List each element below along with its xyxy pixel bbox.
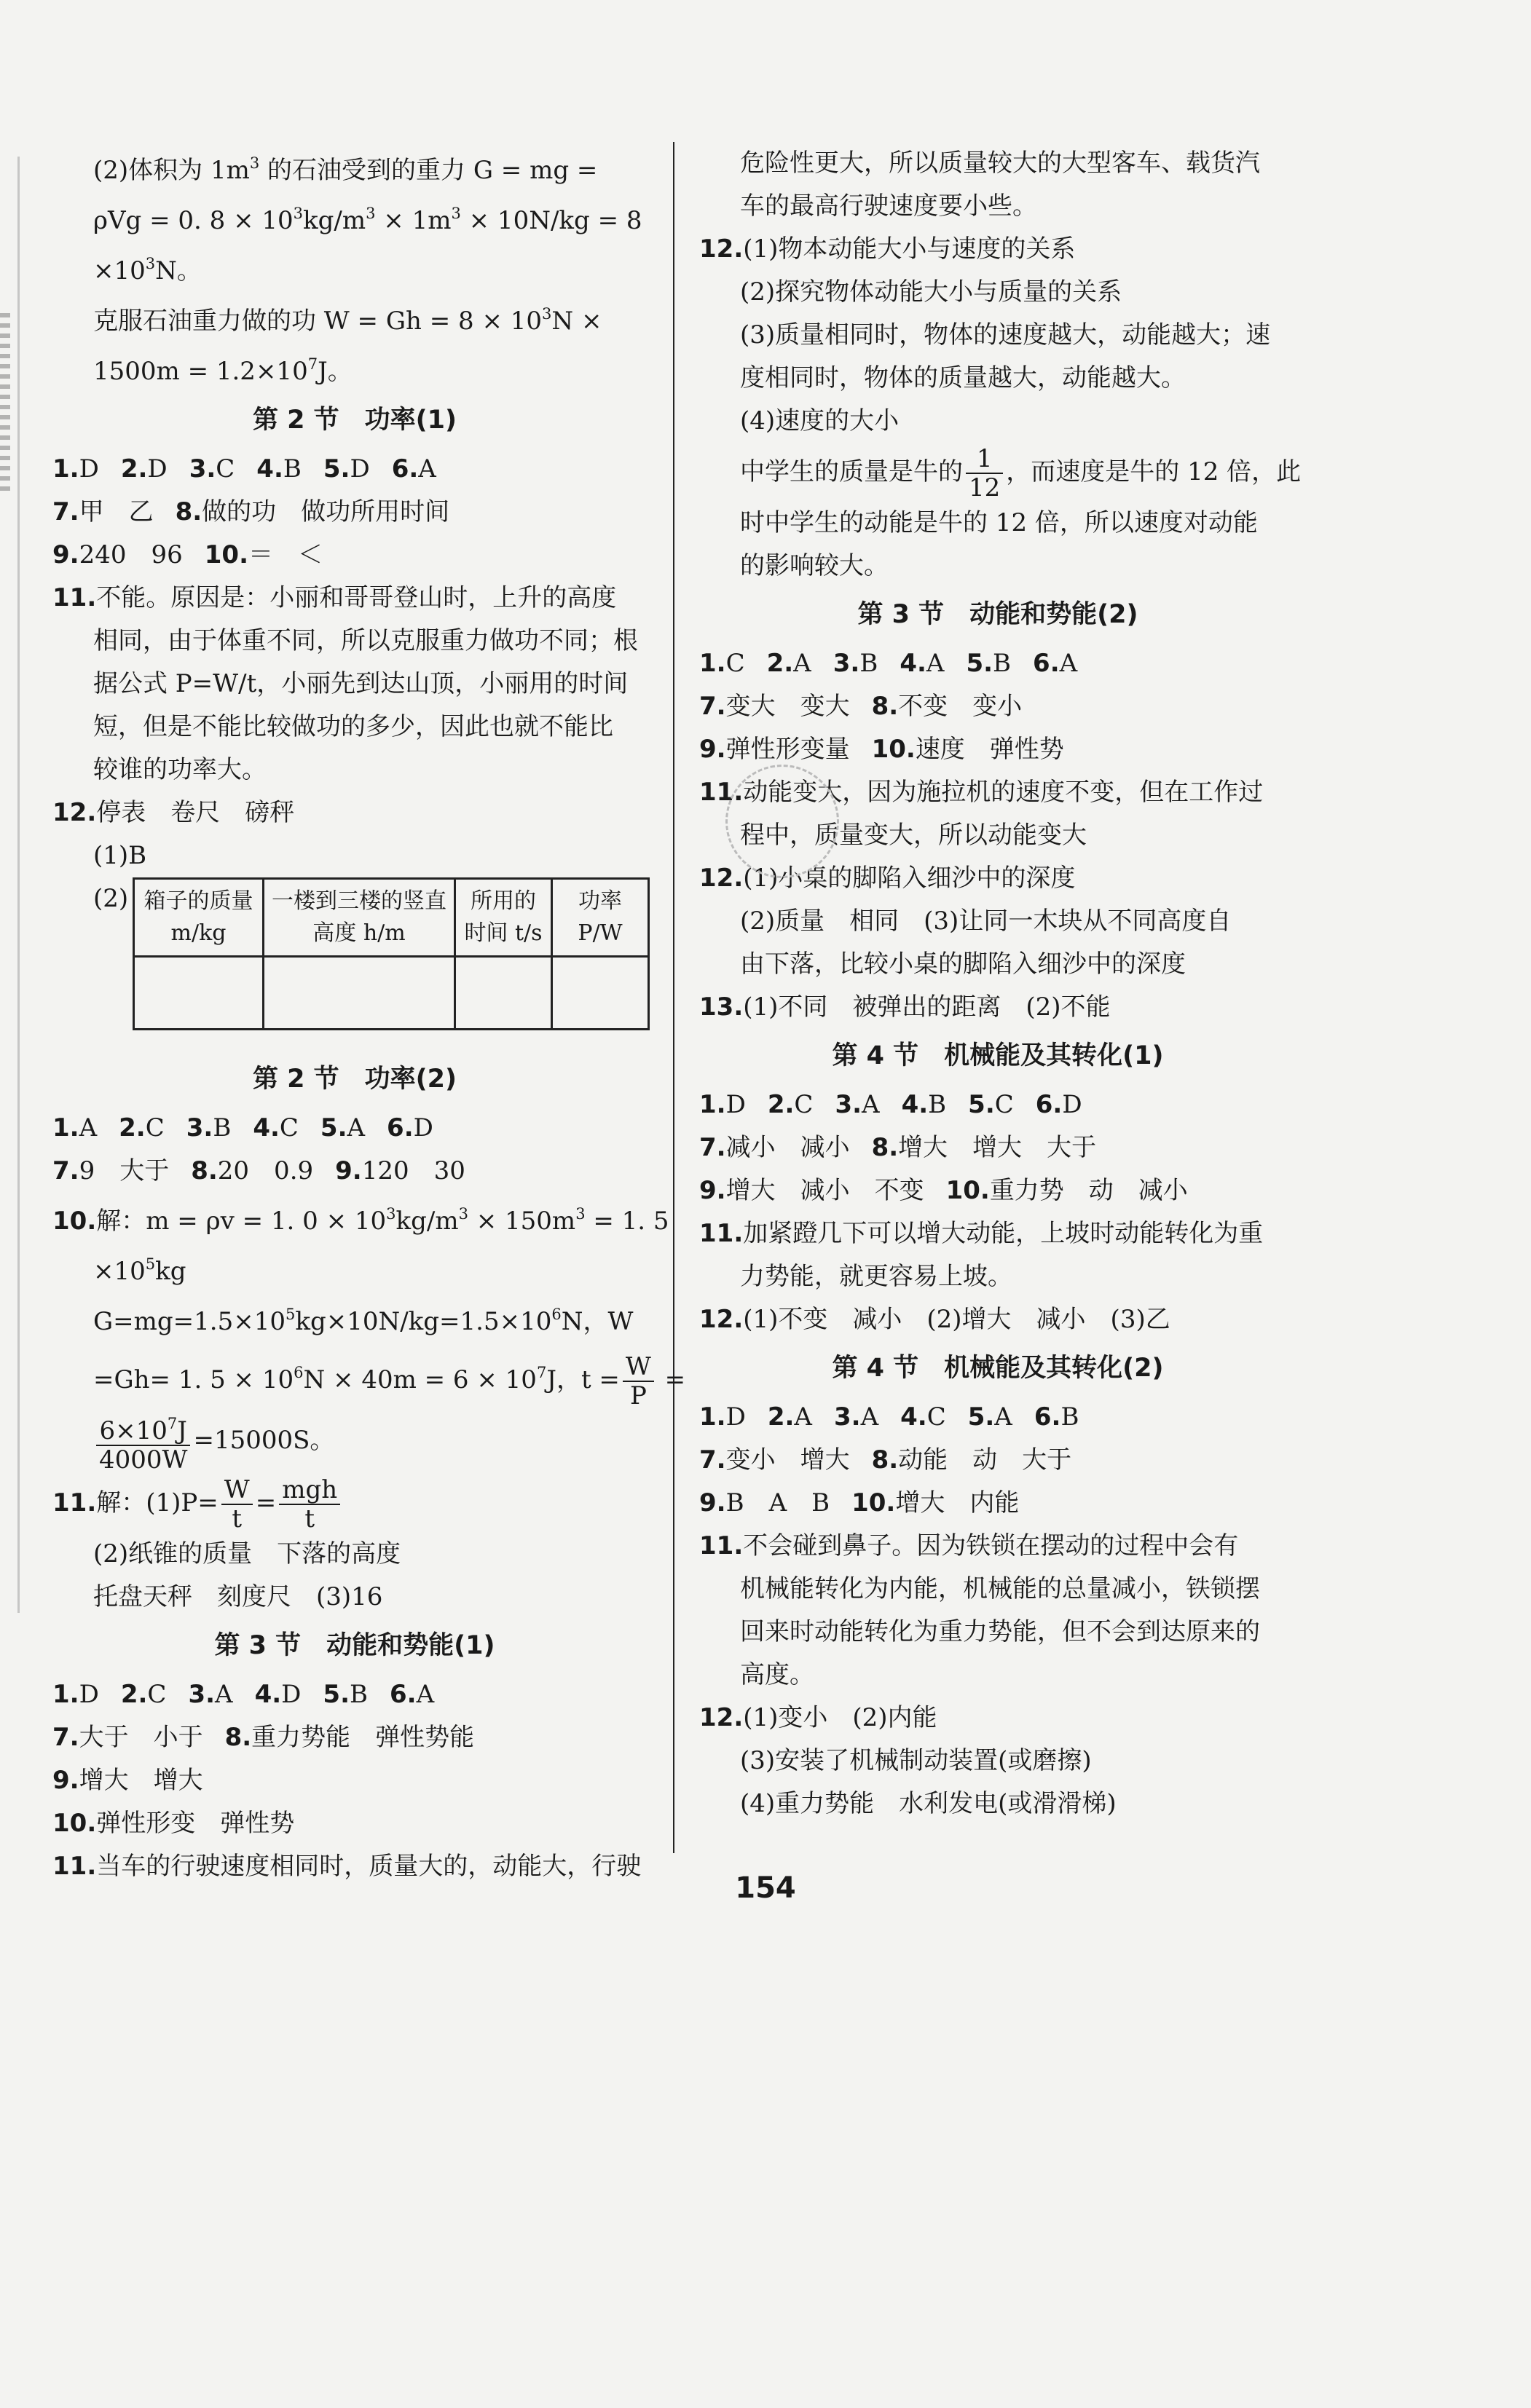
table-block [52,877,657,1052]
answer-line: 12.(1)不变 减小 (2)增大 减小 (3)乙 [699,1305,1170,1334]
text-line: (2)体积为 $1m^3$ 的石油受到的重力 G = mg = [93,154,598,185]
answer-line: 11.当车的行驶速度相同时，质量大的，动能大，行驶 [52,1852,642,1881]
text-line: 机械能转化为内能，机械能的总量减小，铁锁摆 [740,1574,1260,1603]
answer-line: 11.动能变大，因为施拉机的速度不变，但在工作过 [699,778,1264,807]
choice-answers: 1.A 2.C 3.B 4.C 5.A 6.D [52,1113,433,1142]
answer-line: 11.不会碰到鼻子。因为铁锁在摆动的过程中会有 [699,1531,1239,1560]
section-heading: 第 3 节 动能和势能(2) [857,600,1138,629]
table-header: 箱子的质量 m/kg [134,879,264,957]
text-line: 短，但是不能比较做功的多少，因此也就不能比 [93,712,613,741]
page-number: 154 [735,1871,796,1905]
text-line: 力势能，就更容易上坡。 [740,1262,1012,1291]
text-line: 托盘天秤 刻度尺 (3)16 [93,1582,383,1611]
binding-marks [0,313,10,495]
margin-rule [17,157,20,1613]
answer-line: 10.弹性形变 弹性势 [52,1809,295,1838]
choice-answers: 1.D 2.C 3.A 4.B 5.C 6.D [699,1090,1082,1119]
text-line: (2)纸锥的质量 下落的高度 [93,1539,401,1568]
answer-line: 11.解：(1)P= $\frac{W}{t}$ = $\frac{\text{mgh}}{t}$ [52,1474,657,1533]
section-heading: 第 4 节 机械能及其转化(1) [832,1041,1164,1070]
text-line: (4)重力势能 水利发电(或滑滑梯) [740,1789,1117,1818]
text-line: 较谁的功率大。 [93,755,267,784]
answer-line: 7.减小 减小 8.增大 增大 大于 [699,1133,1097,1162]
text-line: (2) [93,884,129,913]
table-cell [455,957,552,1030]
text-line: 时中学生的动能是牛的 12 倍，所以速度对动能 [740,508,1258,537]
table-header: 一楼到三楼的竖直高度 h/m [264,879,455,957]
answer-line: 7.变大 变大 8.不变 变小 [699,692,1023,721]
text-line: 的影响较大。 [740,551,889,580]
text-line: 度相同时，物体的质量越大，动能越大。 [740,363,1186,392]
answer-line: 7.大于 小于 8.重力势能 弹性势能 [52,1723,475,1752]
table-row [134,957,649,1030]
text-line: (2)质量 相同 (3)让同一木块从不同高度自 [740,907,1232,936]
text-line: 中学生的质量是牛的 $\frac{1}{12}$ ，而速度是牛的 12 倍，此 [740,444,1302,502]
text-line: (1)B [93,841,147,870]
answer-line: 9.240 96 10.＝ ＜ [52,540,323,569]
section-heading: 第 2 节 功率(2) [252,1065,457,1094]
text-line: $\times 10^3N$。 [93,255,202,285]
text-line: 由下落，比较小桌的脚陷入细沙中的深度 [740,950,1186,979]
text-line: $\times 10^5kg$ [93,1255,186,1286]
column-divider [673,142,674,1853]
answer-line: 13.(1)不同 被弹出的距离 (2)不能 [699,992,1111,1022]
table-header: 所用的时间 t/s [455,879,552,957]
answer-line: 9.增大 减小 不变 10.重力势 动 减小 [699,1176,1188,1205]
fraction: $\frac{W}{P}$ [623,1353,654,1410]
text-line: (2)探究物体动能大小与质量的关系 [740,277,1122,307]
text-line: (4)速度的大小 [740,406,900,435]
text-line: $1500m = 1.2\times 10^7J$。 [93,355,353,386]
answer-line: 11.不能。原因是：小丽和哥哥登山时，上升的高度 [52,583,617,612]
section-heading: 第 2 节 功率(1) [252,406,457,435]
table-cell [264,957,455,1030]
text-line: 据公式 P=W/t，小丽先到达山顶，小丽用的时间 [93,669,629,698]
section-heading: 第 3 节 动能和势能(1) [214,1631,495,1660]
answer-line: 12.(1)变小 (2)内能 [699,1703,937,1732]
table-cell [134,957,264,1030]
answer-line: 7.变小 增大 8.动能 动 大于 [699,1445,1072,1475]
text-line: 危险性更大，所以质量较大的大型客车、载货汽 [740,149,1260,178]
text-line: =Gh= 1. $5 \times 10^6N \times 40m = 6 \times 10^7J$，t = $\frac{W}{P}$ = [93,1352,686,1410]
table-header: 功率 P/W [552,879,649,957]
table-cell [552,957,649,1030]
text-line: 车的最高行驶速度要小些。 [740,192,1037,221]
answer-line: 12.(1)物本动能大小与速度的关系 [699,234,1076,264]
text-line: 克服石油重力做的功 $W = Gh = 8 \times 10^3N$ × [93,305,602,336]
text-line: 回来时动能转化为重力势能，但不会到达原来的 [740,1617,1260,1646]
fraction: $\frac{1}{12}$ [966,445,1003,502]
text-line: $G=mg=1.5\times 10^5kg\times 10N/kg=1.5\times 10^6N$，W [93,1306,634,1336]
text-line: (3)安装了机械制动装置(或磨擦) [740,1746,1092,1775]
right-column [699,142,1302,1825]
table-header-row [134,879,649,957]
text-line: ρVg = 0. $8 \times 10^3kg/m^3 \times 1m^3 \times 10N/kg = 8$ [93,205,642,235]
answer-line: 7.甲 乙 8.做的功 做功所用时间 [52,497,450,526]
fraction: $\frac{6\times 10^7J}{4000W}$ [96,1410,190,1474]
answer-line: 12.(1)小桌的脚陷入细沙中的深度 [699,864,1076,893]
answer-line: 11.加紧蹬几下可以增大动能，上坡时动能转化为重 [699,1219,1264,1248]
answer-line: 9.增大 增大 [52,1766,203,1795]
choice-answers: 1.C 2.A 3.B 4.A 5.B 6.A [699,649,1078,678]
text-line: 程中，质量变大，所以动能变大 [740,821,1087,850]
section-heading: 第 4 节 机械能及其转化(2) [832,1354,1164,1383]
answer-line: 10.解：m = ρv = 1. $0 \times 10^3kg/m^3 \times 150m^3 = 1$. 5 [52,1205,669,1236]
choice-answers: 1.D 2.A 3.A 4.C 5.A 6.B [699,1402,1079,1432]
text-line: 相同，由于体重不同，所以克服重力做功不同；根 [93,626,638,655]
choice-answers: 1.D 2.D 3.C 4.B 5.D 6.A [52,454,436,483]
text-line: 高度。 [740,1660,814,1689]
left-column [52,142,686,1888]
answer-line: 7.9 大于 8.20 0.9 9.120 30 [52,1156,465,1185]
text-line: (3)质量相同时，物体的速度越大，动能越大；速 [740,320,1271,350]
answer-line: 9.弹性形变量 10.速度 弹性势 [699,735,1064,764]
fraction: $\frac{W}{t}$ [221,1476,253,1533]
choice-answers: 1.D 2.C 3.A 4.D 5.B 6.A [52,1680,435,1709]
text-line: $\frac{6\times 10^7J}{4000W}$ =15000S。 [52,1410,657,1474]
answer-line: 12.停表 卷尺 磅秤 [52,798,295,827]
answer-line: 9.B A B 10.增大 内能 [699,1488,1020,1517]
fraction: $\frac{\text{mgh}}{t}$ [279,1476,340,1533]
data-table [133,877,650,1030]
